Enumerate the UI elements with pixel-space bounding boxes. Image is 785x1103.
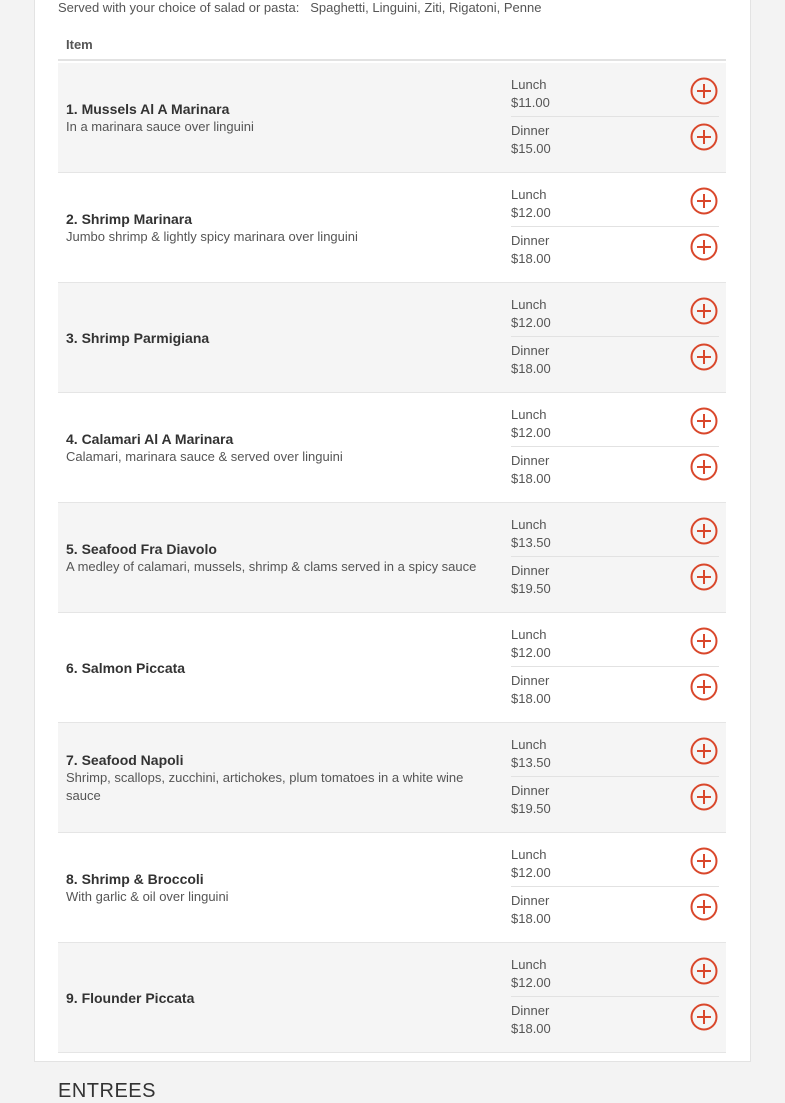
- price-option-lunch: [511, 181, 719, 227]
- price-value-dinner: $18.00: [511, 911, 551, 926]
- add-to-order-button[interactable]: [690, 783, 718, 811]
- item-name: 9. Flounder Piccata: [66, 989, 195, 1006]
- item-name: 4. Calamari Al A Marinara: [66, 430, 234, 447]
- price-label-lunch: Lunch: [511, 407, 547, 422]
- price-label-lunch: Lunch: [511, 77, 547, 92]
- item-name: 3. Shrimp Parmigiana: [66, 329, 210, 346]
- plus-circle-icon: [690, 343, 718, 371]
- add-to-order-button[interactable]: [690, 847, 718, 875]
- item-name: 1. Mussels Al A Marinara: [66, 100, 230, 117]
- price-option-lunch: [511, 401, 719, 447]
- add-to-order-button[interactable]: [690, 453, 718, 481]
- table-row: [58, 723, 726, 833]
- plus-circle-icon: [690, 407, 718, 435]
- served-options: Spaghetti, Linguini, Ziti, Rigatoni, Penne: [310, 0, 542, 15]
- price-label-lunch: Lunch: [511, 297, 547, 312]
- price-option-dinner: [511, 777, 719, 824]
- item-name: 6. Salmon Piccata: [66, 659, 186, 676]
- price-cell: [511, 731, 719, 824]
- item-cell: [66, 63, 496, 172]
- item-cell: [66, 833, 496, 942]
- plus-circle-icon: [690, 627, 718, 655]
- plus-circle-icon: [690, 297, 718, 325]
- menu-items-table: [58, 63, 726, 1053]
- price-value-lunch: $12.00: [511, 865, 551, 880]
- add-to-order-button[interactable]: [690, 673, 718, 701]
- add-to-order-button[interactable]: [690, 517, 718, 545]
- price-value-lunch: $13.50: [511, 755, 551, 770]
- price-value-dinner: $19.50: [511, 581, 551, 596]
- price-label-dinner: Dinner: [511, 1003, 550, 1018]
- item-name: 2. Shrimp Marinara: [66, 210, 193, 227]
- plus-circle-icon: [690, 957, 718, 985]
- price-option-dinner: [511, 117, 719, 164]
- price-option-dinner: [511, 557, 719, 604]
- add-to-order-button[interactable]: [690, 737, 718, 765]
- price-option-lunch: [511, 621, 719, 667]
- add-to-order-button[interactable]: [690, 407, 718, 435]
- price-option-lunch: [511, 511, 719, 557]
- price-option-lunch: [511, 841, 719, 887]
- price-value-dinner: $18.00: [511, 361, 551, 376]
- item-cell: [66, 613, 496, 722]
- table-row: [58, 63, 726, 173]
- price-cell: [511, 621, 719, 714]
- add-to-order-button[interactable]: [690, 123, 718, 151]
- table-row: [58, 833, 726, 943]
- price-option-dinner: [511, 997, 719, 1044]
- table-header: [58, 26, 726, 61]
- price-value-dinner: $19.50: [511, 801, 551, 816]
- table-row: [58, 943, 726, 1053]
- plus-circle-icon: [690, 673, 718, 701]
- item-name: 7. Seafood Napoli: [66, 751, 184, 768]
- price-value-lunch: $12.00: [511, 975, 551, 990]
- price-cell: [511, 841, 719, 934]
- price-value-dinner: $18.00: [511, 251, 551, 266]
- table-row: [58, 393, 726, 503]
- price-value-lunch: $12.00: [511, 205, 551, 220]
- served-label: Served with your choice of salad or pasta:: [58, 0, 300, 15]
- item-description: A medley of calamari, mussels, shrimp & clams served in a spicy sauce: [66, 558, 477, 574]
- price-value-dinner: $15.00: [511, 141, 551, 156]
- add-to-order-button[interactable]: [690, 77, 718, 105]
- plus-circle-icon: [690, 893, 718, 921]
- column-header-item: Item: [66, 37, 93, 52]
- plus-circle-icon: [690, 783, 718, 811]
- price-label-dinner: Dinner: [511, 673, 550, 688]
- plus-circle-icon: [690, 453, 718, 481]
- item-description: Shrimp, scallops, zucchini, artichokes, plum tomatoes in a white wine sauce: [66, 769, 464, 803]
- price-value-lunch: $13.50: [511, 535, 551, 550]
- price-cell: [511, 291, 719, 384]
- price-label-lunch: Lunch: [511, 737, 547, 752]
- table-row: [58, 283, 726, 393]
- price-cell: [511, 511, 719, 604]
- item-description: Calamari, marinara sauce & served over linguini: [66, 448, 343, 464]
- section-title-entrees: ENTREES: [58, 1080, 156, 1102]
- item-name: 8. Shrimp & Broccoli: [66, 870, 204, 887]
- item-cell: [66, 723, 496, 832]
- plus-circle-icon: [690, 77, 718, 105]
- price-value-lunch: $11.00: [511, 95, 550, 110]
- price-label-dinner: Dinner: [511, 123, 550, 138]
- item-cell: [66, 943, 496, 1052]
- price-label-lunch: Lunch: [511, 847, 547, 862]
- plus-circle-icon: [690, 517, 718, 545]
- price-option-dinner: [511, 667, 719, 714]
- add-to-order-button[interactable]: [690, 563, 718, 591]
- table-row: [58, 613, 726, 723]
- price-value-lunch: $12.00: [511, 645, 551, 660]
- add-to-order-button[interactable]: [690, 893, 718, 921]
- price-value-lunch: $12.00: [511, 315, 551, 330]
- price-label-lunch: Lunch: [511, 187, 547, 202]
- add-to-order-button[interactable]: [690, 343, 718, 371]
- price-cell: [511, 71, 719, 164]
- price-option-dinner: [511, 227, 719, 274]
- add-to-order-button[interactable]: [690, 957, 718, 985]
- plus-circle-icon: [690, 737, 718, 765]
- item-name: 5. Seafood Fra Diavolo: [66, 540, 217, 557]
- item-cell: [66, 393, 496, 502]
- price-label-lunch: Lunch: [511, 957, 547, 972]
- item-description: With garlic & oil over linguini: [66, 888, 229, 904]
- price-label-dinner: Dinner: [511, 563, 550, 578]
- price-cell: [511, 181, 719, 274]
- table-row: [58, 173, 726, 283]
- add-to-order-button[interactable]: [690, 627, 718, 655]
- add-to-order-button[interactable]: [690, 233, 718, 261]
- item-cell: [66, 503, 496, 612]
- table-row: [58, 503, 726, 613]
- add-to-order-button[interactable]: [690, 187, 718, 215]
- price-label-dinner: Dinner: [511, 343, 550, 358]
- price-option-lunch: [511, 291, 719, 337]
- price-option-dinner: [511, 887, 719, 934]
- plus-circle-icon: [690, 1003, 718, 1031]
- price-option-lunch: [511, 71, 719, 117]
- price-value-dinner: $18.00: [511, 471, 551, 486]
- plus-circle-icon: [690, 847, 718, 875]
- price-cell: [511, 401, 719, 494]
- item-cell: [66, 173, 496, 282]
- add-to-order-button[interactable]: [690, 1003, 718, 1031]
- price-option-lunch: [511, 951, 719, 997]
- price-option-dinner: [511, 337, 719, 384]
- price-cell: [511, 951, 719, 1044]
- plus-circle-icon: [690, 233, 718, 261]
- price-label-dinner: Dinner: [511, 893, 550, 908]
- item-description: Jumbo shrimp & lightly spicy marinara over linguini: [66, 228, 358, 244]
- plus-circle-icon: [690, 123, 718, 151]
- price-value-dinner: $18.00: [511, 691, 551, 706]
- price-option-dinner: [511, 447, 719, 494]
- plus-circle-icon: [690, 563, 718, 591]
- item-cell: [66, 283, 496, 392]
- item-description: In a marinara sauce over linguini: [66, 118, 254, 134]
- plus-circle-icon: [690, 187, 718, 215]
- price-option-lunch: [511, 731, 719, 777]
- served-with-note: [58, 0, 541, 16]
- price-label-dinner: Dinner: [511, 783, 550, 798]
- add-to-order-button[interactable]: [690, 297, 718, 325]
- price-label-lunch: Lunch: [511, 627, 547, 642]
- price-value-lunch: $12.00: [511, 425, 551, 440]
- price-label-lunch: Lunch: [511, 517, 547, 532]
- price-label-dinner: Dinner: [511, 233, 550, 248]
- price-value-dinner: $18.00: [511, 1021, 551, 1036]
- price-label-dinner: Dinner: [511, 453, 550, 468]
